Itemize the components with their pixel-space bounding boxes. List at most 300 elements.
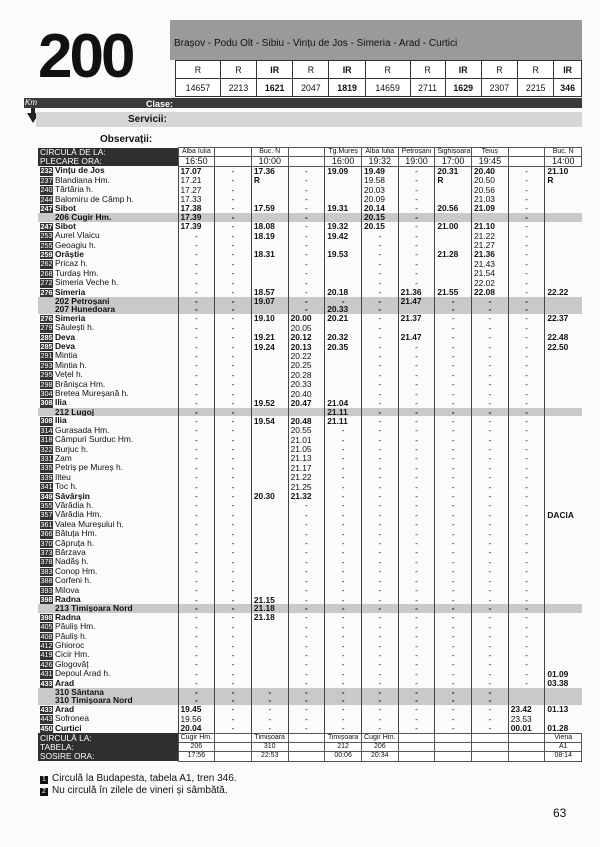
time-cell: - <box>398 724 435 733</box>
station-name: Căpruța h. <box>55 538 95 548</box>
time-cell: - <box>361 724 398 733</box>
time-cell: 21.04 <box>325 398 362 407</box>
time-cell: 22.22 <box>545 288 582 297</box>
time-cell: - <box>508 539 545 548</box>
time-cell: - <box>508 333 545 342</box>
time-cell: - <box>398 269 435 278</box>
time-cell: - <box>435 586 472 595</box>
time-cell: 20.15 <box>361 222 398 231</box>
time-cell: - <box>508 269 545 278</box>
time-cell: - <box>325 696 362 704</box>
train-number-cell: 2307 <box>481 79 517 97</box>
time-cell: 20.55 <box>288 426 325 435</box>
station-cell <box>38 567 178 576</box>
header-cell <box>435 752 472 761</box>
time-cell: - <box>398 567 435 576</box>
time-cell: - <box>435 613 472 622</box>
time-cell: - <box>435 454 472 463</box>
station-row <box>38 314 582 323</box>
time-cell: - <box>361 539 398 548</box>
station-name: Sibot <box>55 203 76 213</box>
time-cell <box>545 595 582 604</box>
time-cell: - <box>178 696 215 704</box>
connection-row <box>38 604 582 612</box>
station-row <box>38 705 582 714</box>
time-cell <box>508 688 545 696</box>
station-cell <box>38 473 178 482</box>
time-cell: - <box>508 342 545 351</box>
time-cell: 20.40 <box>288 389 325 398</box>
time-cell: - <box>288 297 325 305</box>
time-cell: - <box>435 705 472 714</box>
km-marker: 308 <box>40 416 53 426</box>
time-cell: 03.38 <box>545 679 582 688</box>
station-row <box>38 567 582 576</box>
time-cell: - <box>398 416 435 425</box>
time-cell: - <box>435 305 472 313</box>
station-name: Toc h. <box>55 482 78 492</box>
time-cell: 21.11 <box>325 408 362 416</box>
time-cell: - <box>325 510 362 519</box>
time-cell: 21.11 <box>325 416 362 425</box>
time-cell: - <box>361 473 398 482</box>
time-cell: - <box>472 679 509 688</box>
station-row <box>38 195 582 204</box>
time-cell: - <box>435 408 472 416</box>
time-cell: - <box>325 548 362 557</box>
time-cell: - <box>435 714 472 723</box>
time-cell: - <box>398 250 435 259</box>
time-cell <box>251 454 288 463</box>
time-cell <box>545 604 582 612</box>
time-cell: 21.22 <box>288 473 325 482</box>
time-cell: - <box>178 482 215 491</box>
time-cell: - <box>398 501 435 510</box>
time-cell: - <box>472 492 509 501</box>
km-marker: 357 <box>40 510 53 520</box>
station-row <box>38 361 582 370</box>
train-number-cell: 1819 <box>329 79 365 97</box>
row-label: SOSIRE ORA: <box>38 752 178 761</box>
time-cell: - <box>178 454 215 463</box>
time-cell: - <box>361 361 398 370</box>
station-row <box>38 473 582 482</box>
time-cell: - <box>472 435 509 444</box>
time-cell: - <box>508 241 545 250</box>
train-header-table <box>175 60 582 97</box>
km-marker: 285 <box>40 332 53 342</box>
time-cell: - <box>472 539 509 548</box>
header-cell: Tg.Mureș <box>325 148 362 157</box>
time-cell: - <box>325 660 362 669</box>
time-cell: - <box>398 259 435 268</box>
station-cell <box>38 696 178 704</box>
row-label: TABELA: <box>38 743 178 752</box>
time-cell: - <box>398 213 435 221</box>
time-cell: - <box>472 660 509 669</box>
time-cell: - <box>435 351 472 360</box>
time-cell: 19.49 <box>361 166 398 175</box>
time-cell <box>435 231 472 240</box>
time-cell: - <box>472 408 509 416</box>
time-cell: - <box>178 622 215 631</box>
time-cell: - <box>215 185 252 194</box>
header-cell <box>472 752 509 761</box>
time-cell: - <box>472 714 509 723</box>
station-row <box>38 204 582 213</box>
time-cell: - <box>361 333 398 342</box>
station-cell <box>38 416 178 425</box>
time-cell: - <box>288 622 325 631</box>
time-cell: - <box>398 714 435 723</box>
time-cell: - <box>398 669 435 678</box>
time-cell: - <box>361 669 398 678</box>
time-cell: - <box>178 323 215 332</box>
time-cell: - <box>215 370 252 379</box>
note-2-icon: 2 <box>40 788 48 796</box>
time-cell <box>435 259 472 268</box>
station-cell <box>38 222 178 231</box>
time-cell: - <box>398 510 435 519</box>
station-name: Mintia <box>55 351 78 361</box>
time-cell: - <box>215 342 252 351</box>
time-cell: - <box>398 660 435 669</box>
time-cell: - <box>215 195 252 204</box>
time-cell: 19.42 <box>325 231 362 240</box>
time-cell: 19.58 <box>361 176 398 185</box>
km-marker: 285 <box>40 342 53 352</box>
time-cell: 17.39 <box>178 222 215 231</box>
station-name: Ghioroc <box>55 641 85 651</box>
time-cell: - <box>215 288 252 297</box>
station-name: Vărădia Hm. <box>55 510 102 520</box>
time-cell: 21.28 <box>435 250 472 259</box>
station-row <box>38 520 582 529</box>
time-cell: - <box>288 222 325 231</box>
station-cell <box>38 314 178 323</box>
note-1-icon: 1 <box>40 776 48 784</box>
time-cell: - <box>398 482 435 491</box>
station-name: Sibot <box>55 221 76 231</box>
time-cell: - <box>215 241 252 250</box>
train-number-cell: 2215 <box>518 79 554 97</box>
time-cell: 01.09 <box>545 669 582 678</box>
time-cell: - <box>361 705 398 714</box>
time-cell: - <box>508 463 545 472</box>
time-cell: 20.32 <box>325 333 362 342</box>
time-cell <box>251 185 288 194</box>
station-cell <box>38 660 178 669</box>
time-cell: 21.01 <box>288 435 325 444</box>
time-cell: - <box>398 632 435 641</box>
time-cell: - <box>178 492 215 501</box>
time-cell <box>545 473 582 482</box>
station-name: Vețel h. <box>55 370 83 380</box>
time-cell: - <box>472 557 509 566</box>
time-cell: - <box>472 567 509 576</box>
time-cell: - <box>361 269 398 278</box>
station-cell <box>38 259 178 268</box>
time-cell: 01.13 <box>545 705 582 714</box>
time-cell: - <box>215 259 252 268</box>
time-cell <box>545 351 582 360</box>
footnote-1 <box>40 773 237 785</box>
time-cell: - <box>508 520 545 529</box>
time-cell <box>251 241 288 250</box>
station-cell <box>38 195 178 204</box>
station-name: Ilteu <box>55 472 71 482</box>
station-row <box>38 463 582 472</box>
time-cell: 18.08 <box>251 222 288 231</box>
header-cell <box>215 148 252 157</box>
station-name: Arad <box>55 678 75 688</box>
header-cell: 10:00 <box>251 157 288 166</box>
time-cell: - <box>215 576 252 585</box>
station-row <box>38 241 582 250</box>
time-cell: - <box>325 539 362 548</box>
time-cell: - <box>361 714 398 723</box>
row-label: PLECARE ORA: <box>38 157 178 166</box>
time-cell: - <box>472 351 509 360</box>
time-cell: 19.09 <box>325 166 362 175</box>
time-cell: - <box>178 398 215 407</box>
time-cell: - <box>215 463 252 472</box>
station-cell <box>38 278 178 287</box>
station-name: 207 Hunedoara <box>55 305 116 314</box>
time-cell: - <box>361 297 398 305</box>
time-cell: - <box>288 501 325 510</box>
time-cell: - <box>398 195 435 204</box>
station-name: Valea Mureșului h. <box>55 519 124 529</box>
time-cell: 19.32 <box>325 222 362 231</box>
time-cell <box>435 195 472 204</box>
time-cell: - <box>472 576 509 585</box>
time-cell: - <box>288 176 325 185</box>
header-cell: 19:45 <box>472 157 509 166</box>
time-cell: - <box>472 297 509 305</box>
time-cell: - <box>178 351 215 360</box>
station-cell <box>38 576 178 585</box>
time-cell: - <box>435 688 472 696</box>
header-cell: Cugir Hm. <box>178 733 215 742</box>
km-marker: 383 <box>40 566 53 576</box>
time-cell <box>325 176 362 185</box>
station-name: Mintia h. <box>55 360 87 370</box>
header-cell: 22:53 <box>251 752 288 761</box>
time-cell: - <box>435 650 472 659</box>
time-cell: 21.37 <box>398 314 435 323</box>
time-cell: 20.15 <box>361 213 398 221</box>
time-cell: 19.24 <box>251 342 288 351</box>
time-cell: - <box>398 185 435 194</box>
station-cell <box>38 333 178 342</box>
time-cell: - <box>398 370 435 379</box>
time-cell <box>545 632 582 641</box>
station-cell <box>38 622 178 631</box>
station-row <box>38 176 582 185</box>
time-cell: - <box>325 613 362 622</box>
time-cell: - <box>435 492 472 501</box>
time-cell: - <box>325 632 362 641</box>
station-cell <box>38 482 178 491</box>
time-cell: - <box>435 520 472 529</box>
time-cell: - <box>508 305 545 313</box>
time-cell: - <box>435 445 472 454</box>
time-cell: - <box>435 724 472 733</box>
time-cell: - <box>215 323 252 332</box>
time-cell: - <box>325 435 362 444</box>
time-cell: - <box>435 342 472 351</box>
header-cell <box>288 752 325 761</box>
time-cell: 23.53 <box>508 714 545 723</box>
footnote-2 <box>40 785 237 797</box>
time-cell <box>325 389 362 398</box>
tabela-row <box>38 743 582 752</box>
station-name: Cicir Hm. <box>55 650 90 660</box>
time-cell <box>251 426 288 435</box>
time-cell: - <box>215 204 252 213</box>
station-cell <box>38 185 178 194</box>
header-cell: 206 <box>361 743 398 752</box>
station-name: Săvârșin <box>55 491 90 501</box>
time-cell: - <box>508 501 545 510</box>
time-cell: - <box>472 482 509 491</box>
station-row <box>38 342 582 351</box>
station-row <box>38 595 582 604</box>
station-row <box>38 269 582 278</box>
station-cell <box>38 539 178 548</box>
time-cell: - <box>178 679 215 688</box>
train-number-cell: 14657 <box>176 79 221 97</box>
km-marker: 295 <box>40 370 53 380</box>
time-cell <box>251 195 288 204</box>
time-cell <box>545 398 582 407</box>
time-cell: 21.54 <box>472 269 509 278</box>
time-cell: - <box>508 222 545 231</box>
time-cell: - <box>215 416 252 425</box>
time-cell <box>251 632 288 641</box>
time-cell: - <box>435 314 472 323</box>
footnote-2-text: Nu circulă în zilele de vineri și sâmbătă. <box>52 785 228 796</box>
station-cell <box>38 595 178 604</box>
time-cell <box>251 370 288 379</box>
time-cell: - <box>288 632 325 641</box>
time-cell: 21.47 <box>398 297 435 305</box>
time-cell: - <box>361 250 398 259</box>
time-cell: 17.27 <box>178 185 215 194</box>
time-cell <box>251 576 288 585</box>
clase-label: Clase: <box>146 99 174 109</box>
time-cell: - <box>178 669 215 678</box>
time-cell <box>545 613 582 622</box>
station-name: Ilia <box>55 416 67 426</box>
time-cell: - <box>178 389 215 398</box>
time-cell: - <box>215 380 252 389</box>
row-label: CIRCULĂ DE LA: <box>38 148 178 157</box>
station-cell <box>38 714 178 723</box>
time-cell: - <box>325 501 362 510</box>
time-cell: - <box>472 445 509 454</box>
time-cell: - <box>435 622 472 631</box>
train-type-cell: R <box>176 61 221 79</box>
km-marker: 335 <box>40 463 53 473</box>
connection-row <box>38 408 582 416</box>
station-row <box>38 660 582 669</box>
time-cell: - <box>288 688 325 696</box>
time-cell <box>251 380 288 389</box>
header-cell: Buc. N <box>251 148 288 157</box>
time-cell: - <box>215 632 252 641</box>
time-cell: - <box>215 231 252 240</box>
time-cell: 20.03 <box>361 185 398 194</box>
station-row <box>38 398 582 407</box>
time-cell: 20.05 <box>288 323 325 332</box>
time-cell: - <box>398 351 435 360</box>
time-cell: - <box>215 426 252 435</box>
station-row <box>38 166 582 175</box>
time-cell: 20.18 <box>325 288 362 297</box>
time-cell: - <box>398 408 435 416</box>
time-cell <box>545 435 582 444</box>
station-name: Deva <box>55 342 76 352</box>
station-name: Simeria <box>55 287 86 297</box>
time-cell: - <box>215 705 252 714</box>
time-cell <box>545 660 582 669</box>
time-cell: 20.04 <box>178 724 215 733</box>
time-cell: - <box>508 613 545 622</box>
station-cell <box>38 380 178 389</box>
km-marker: 237 <box>40 175 53 185</box>
time-cell: - <box>398 604 435 612</box>
header-cell: 17:00 <box>435 157 472 166</box>
station-name: Bretea Mureșană h. <box>55 389 129 399</box>
km-marker: 419 <box>40 650 53 660</box>
time-cell <box>545 622 582 631</box>
time-cell: - <box>288 204 325 213</box>
time-cell: - <box>288 166 325 175</box>
time-cell: - <box>472 370 509 379</box>
time-cell: - <box>178 305 215 313</box>
time-cell: 22.37 <box>545 314 582 323</box>
time-cell: 19.07 <box>251 297 288 305</box>
header-cell: 00:06 <box>325 752 362 761</box>
train-numbers-row <box>176 79 582 97</box>
station-cell <box>38 632 178 641</box>
time-cell: - <box>398 688 435 696</box>
time-cell <box>545 641 582 650</box>
time-cell: - <box>508 557 545 566</box>
time-cell <box>545 463 582 472</box>
km-marker: 373 <box>40 547 53 557</box>
time-cell: 20.13 <box>288 342 325 351</box>
time-cell: - <box>325 482 362 491</box>
time-cell: - <box>508 351 545 360</box>
station-name: 310 Timișoara Nord <box>55 696 133 705</box>
km-marker: 318 <box>40 435 53 445</box>
station-name: 202 Petroșani <box>55 297 110 306</box>
header-cell <box>288 157 325 166</box>
header-cell: 206 <box>178 743 215 752</box>
time-cell: - <box>178 688 215 696</box>
time-cell: - <box>325 705 362 714</box>
header-cell <box>398 733 435 742</box>
header-cell <box>508 733 545 742</box>
time-cell: - <box>508 595 545 604</box>
time-cell: - <box>361 567 398 576</box>
connection-row <box>38 305 582 313</box>
time-cell: - <box>361 679 398 688</box>
time-cell: - <box>215 297 252 305</box>
